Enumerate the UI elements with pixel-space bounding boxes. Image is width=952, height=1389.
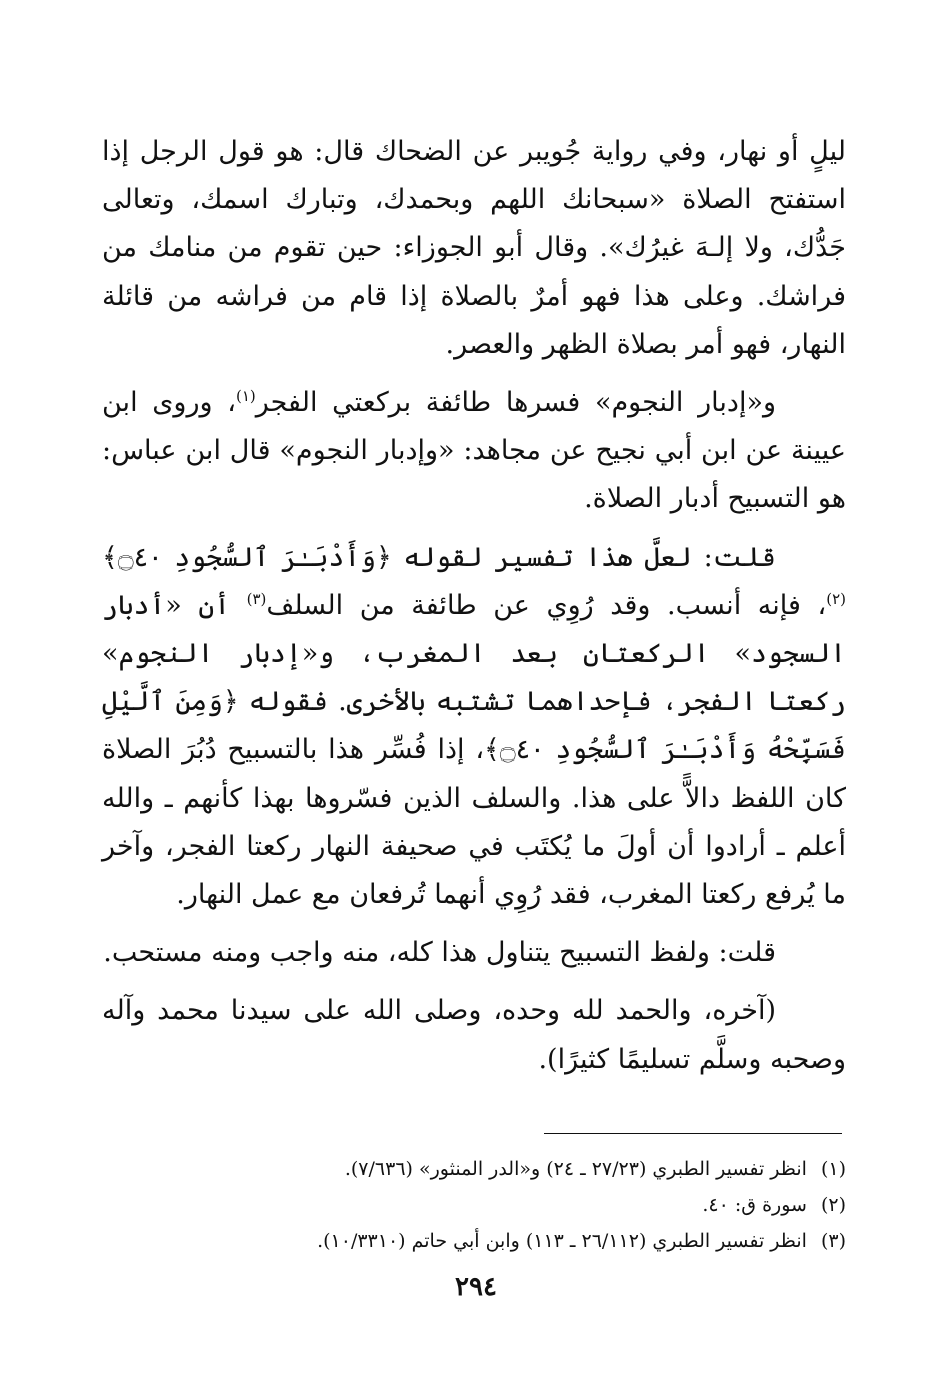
footnote-text: سورة ق: ٤٠. xyxy=(702,1194,807,1216)
footnote-2 xyxy=(102,1187,846,1223)
footnote-text: انظر تفسير الطبري (٢٧/٢٣ ـ ٢٤) و«الدر المنثور» (٧/٦٣٦). xyxy=(344,1158,807,1180)
paragraph-1: ليلٍ أو نهار، وفي رواية جُويبر عن الضحاك قال: هو قول الرجل إذا استفتح الصلاة «سبحانك اللهم وبحمدك، وتبارك اسمك، وتعالى جَدُّك، ولا إلـهَ غيرُك». وقال أبو الجوزاء: حين تقوم من منامك من فراشك. وعلى هذا فهو أمرٌ بالصلاة إذا قام من فراشه من قائلة النهار، فهو أمر بصلاة الظهر والعصر. xyxy=(102,136,846,360)
footnote-ref-2: (٢) xyxy=(826,589,846,608)
paragraph-4: قلت: ولفظ التسبيح يتناول هذا كله، منه واجب ومنه مستحب. xyxy=(103,937,776,969)
footnote-ref-3: (٣) xyxy=(246,589,267,608)
footnote-1 xyxy=(102,1151,846,1187)
main-text xyxy=(102,128,846,1084)
paragraph-3-text-a: قلت: لعلَّ هذا تفسير لقوله ﴿وَأَدْبَـٰرَ ٱلسُّجُودِ ۝٤٠﴾ xyxy=(102,541,776,573)
footnote-number: (٣) xyxy=(820,1230,846,1252)
paragraph-5: (آخره، والحمد لله وحده، وصلى الله على سيدنا محمد وآله وصحبه وسلَّم تسليمًا كثيرًا). xyxy=(102,995,846,1075)
paragraph-3-text-c: أن «أدبار السجود» الركعتان بعد المغرب، و«إدبار النجوم» ركعتا الفجر، فإحداهما تشتبه بالأخرى. فقوله ﴿وَمِنَ ٱلَّيْلِ فَسَبِّحْهُ وَأَدْبَـٰرَ ٱلسُّجُودِ ۝٤٠﴾، إذا فُسِّر هذا بالتسبيح دُبُرَ الصلاة كان اللفظ دالاًّ على هذا. والسلف الذين فسّروها بهذا كأنهم ـ والله أعلم ـ أرادوا أن أولَ ما يُكتَب في صحيفة النهار ركعتا الفجر، وآخر ما يُرفع ركعتا المغرب، فقد رُوِي أنهما تُرفعان مع عمل النهار. xyxy=(102,589,846,911)
paragraph-3-text-b: ، فإنه أنسب. وقد رُوِي عن طائفة من السلف xyxy=(266,589,827,621)
footnote-3 xyxy=(102,1223,846,1259)
page-number: ٢٩٤ xyxy=(455,1272,497,1302)
footnote-number: (١) xyxy=(820,1158,846,1180)
footnote-number: (٢) xyxy=(820,1194,846,1216)
footnote-text: انظر تفسير الطبري (٢٦/١١٢ ـ ١١٣) وابن أبي حاتم (١٠/٣٣١٠). xyxy=(317,1230,807,1252)
footnotes xyxy=(102,1151,846,1259)
footnote-divider xyxy=(544,1133,842,1134)
paragraph-2-text-a: و«إدبار النجوم» فسرها طائفة بركعتي الفجر xyxy=(255,387,776,419)
paragraph-2-text-b: ، وروى ابن عيينة عن ابن أبي نجيح عن مجاهد: «وإدبار النجوم» قال ابن عباس: هو التسبيح أدبار الصلاة. xyxy=(102,387,846,515)
paragraph-2 xyxy=(102,379,846,524)
footnote-ref-1: (١) xyxy=(235,387,256,406)
paragraph-3 xyxy=(102,534,846,920)
